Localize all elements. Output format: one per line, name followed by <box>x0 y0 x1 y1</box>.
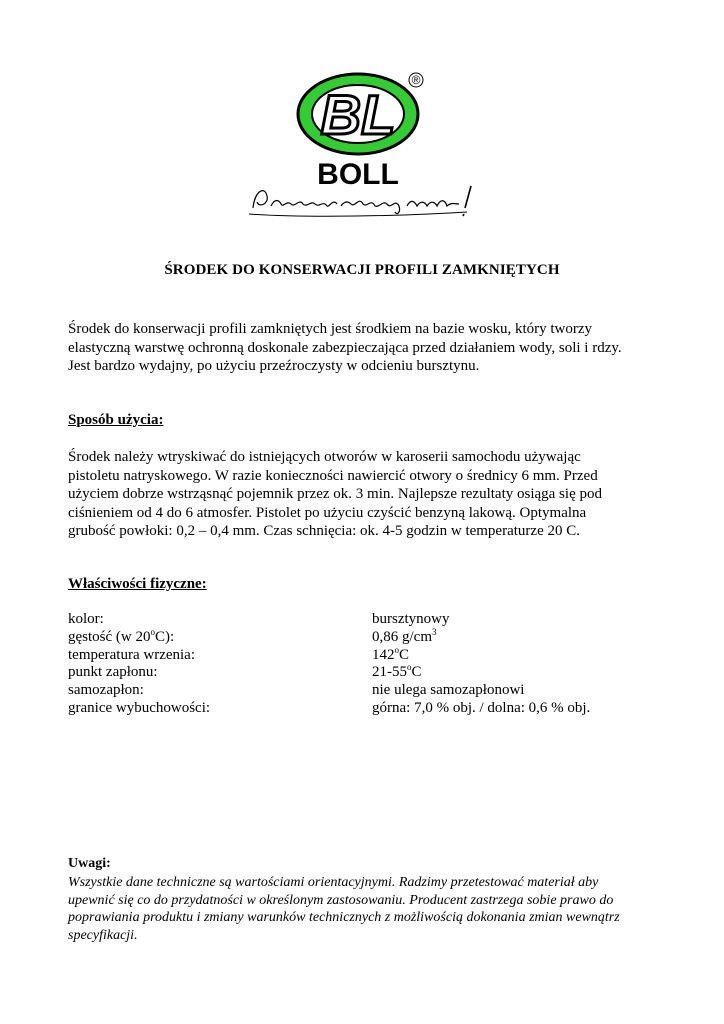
usage-line: pistoletu natryskowego. W razie konieczności nawiercić otwory o średnicy 6 mm. Przed <box>68 467 598 484</box>
property-value: nie ulega samozapłonowi <box>372 682 525 699</box>
usage-line: grubość powłoki: 0,2 – 0,4 mm. Czas schnięcia: ok. 4-5 godzin w temperaturze 20 C. <box>68 523 580 539</box>
property-row-flash-point <box>68 664 655 682</box>
property-label: punkt zapłonu: <box>68 664 158 681</box>
notes-line: poprawiania produktu i zmiany warunków technicznych z możliwością dokonania zmian wewnątrz <box>68 910 620 925</box>
intro-line: elastyczną warstwę ochronną doskonale zabezpieczająca przed działaniem wody, soli i rdzy. <box>68 339 622 356</box>
property-value: bursztynowy <box>372 611 450 627</box>
properties-list <box>68 611 655 718</box>
notes-paragraph <box>68 874 655 944</box>
intro-line: Jest bardzo wydajny, po użyciu przeźroczysty w odcieniu bursztynu. <box>68 358 480 374</box>
usage-line: użyciem dobrze wstrząsnąć pojemnik przez ok. 3 min. Najlepsze rezultaty osiąga się pod <box>68 486 602 502</box>
usage-heading: Sposób użycia: <box>68 412 164 428</box>
usage-line: Środek należy wtryskiwać do istniejących otworów w karoserii samochodu używając <box>68 449 581 465</box>
registered-mark: ® <box>411 73 421 87</box>
intro-paragraph <box>68 320 655 376</box>
property-value: 0,86 $g/cm^3$ <box>372 626 437 645</box>
logo-monogram: BL <box>320 83 396 146</box>
slogan-signature <box>245 178 485 222</box>
usage-line: ciśnieniem od 4 do 6 atmosfer. Pistolet po użyciu czyścić benzyną lakową. Optymalna <box>68 504 587 521</box>
usage-paragraph <box>68 448 655 541</box>
property-label: granice wybuchowości: <box>68 699 211 716</box>
brand-name: BOLL <box>317 158 399 191</box>
property-label: gęstość (w 20$^o$C): <box>68 626 175 645</box>
property-row-self-ignition <box>68 682 655 700</box>
property-row-explosive-limits <box>68 700 655 718</box>
property-value: 21-55$^o$C <box>372 662 422 681</box>
property-value: 142$^o$C <box>372 644 410 663</box>
properties-heading: Właściwości fizyczne: <box>68 576 207 592</box>
property-value: górna: 7,0 % obj. / dolna: 0,6 % obj. <box>372 699 591 716</box>
notes-line: specyfikacji. <box>68 927 138 943</box>
property-row-color <box>68 611 655 629</box>
property-row-density <box>68 626 655 647</box>
property-label: kolor: <box>68 611 104 627</box>
notes-line: Wszystkie dane techniczne są wartościami orientacyjnymi. Radzimy przetestować materiał aby <box>68 875 599 890</box>
notes-line: upewnić się co do przydatności w określonym zastosowaniu. Producent zastrzega sobie prawo do <box>68 892 614 908</box>
property-row-boiling <box>68 644 655 665</box>
document-title: ŚRODEK DO KONSERWACJI PROFILI ZAMKNIĘTYCH <box>164 262 560 278</box>
property-label: samozapłon: <box>68 682 144 699</box>
property-label: temperatura wrzenia: <box>68 646 196 663</box>
notes-heading: Uwagi: <box>68 856 111 871</box>
intro-line: Środek do konserwacji profili zamkniętych jest środkiem na bazie wosku, który tworzy <box>68 321 593 337</box>
